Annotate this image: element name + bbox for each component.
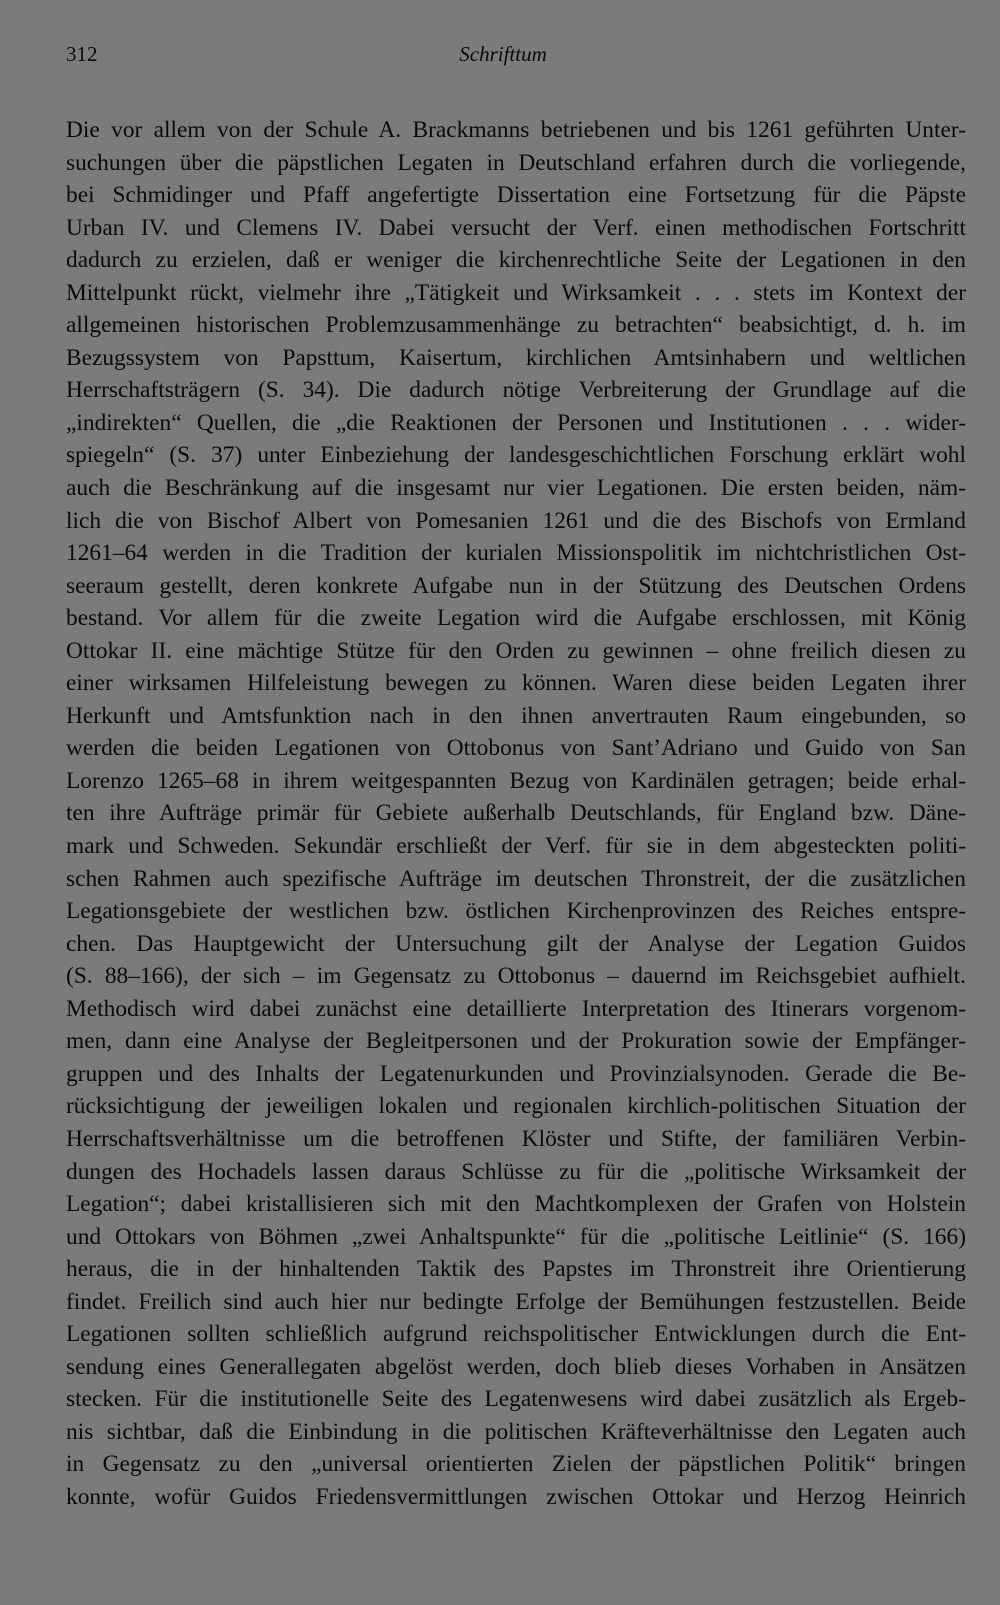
text-line: nis sichtbar, daß die Einbindung in die politischen Kräfteverhältnisse den Legaten auch	[66, 1418, 966, 1445]
text-line: suchungen über die päpstlichen Legaten in Deutschland erfahren durch die vorliegende,	[66, 149, 966, 176]
text-line: 1261–64 werden in die Tradition der kurialen Missionspolitik im nichtchristlichen Ost-	[66, 540, 966, 567]
text-line: lich die von Bischof Albert von Pomesanien 1261 und die des Bischofs von Ermland	[66, 507, 966, 534]
text-line: Lorenzo 1265–68 in ihrem weitgespannten Bezug von Kardinälen getragen; beide erhal-	[66, 767, 966, 794]
text-line: (S. 88–166), der sich – im Gegensatz zu Ottobonus – dauernd im Reichsgebiet aufhielt.	[66, 963, 966, 990]
text-line: ten ihre Aufträge primär für Gebiete außerhalb Deutschlands, für England bzw. Däne-	[66, 800, 966, 827]
text-line: Herrschaftsverhältnisse um die betroffenen Klöster und Stifte, der familiären Verbin-	[66, 1125, 966, 1152]
text-line: „indirekten“ Quellen, die „die Reaktionen der Personen und Institutionen . . . wider-	[66, 409, 966, 436]
text-line: men, dann eine Analyse der Begleitpersonen und der Prokuration sowie der Empfänger-	[66, 1028, 966, 1055]
text-line	[66, 1514, 966, 1547]
text-line: Legation“; dabei kristallisieren sich mit den Machtkomplexen der Grafen von Holstein	[66, 1191, 966, 1218]
text-line: einer wirksamen Hilfeleistung bewegen zu können. Waren diese beiden Legaten ihrer	[66, 670, 966, 697]
text-line: Urban IV. und Clemens IV. Dabei versucht der Verf. einen methodischen Fortschritt	[66, 214, 966, 241]
text-line: Bezugssystem von Papsttum, Kaisertum, kirchlichen Amtsinhabern und weltlichen	[66, 344, 966, 371]
text-line: allgemeinen historischen Problemzusammenhänge zu betrachten“ beabsichtigt, d. h. im	[66, 312, 966, 339]
running-head	[66, 42, 940, 76]
text-line: heraus, die in der hinhaltenden Taktik des Papstes im Thronstreit ihre Orientierung	[66, 1256, 966, 1283]
text-line: bei Schmidinger und Pfaff angefertigte Dissertation eine Fortsetzung für die Päpste	[66, 182, 966, 209]
text-line: in Gegensatz zu den „universal orientierten Zielen der päpstlichen Politik“ bringen	[66, 1451, 966, 1478]
section-title: Schrifttum	[459, 42, 547, 66]
text-line: dungen des Hochadels lassen daraus Schlüsse zu für die „politische Wirksamkeit der	[66, 1158, 966, 1185]
text-line: mark und Schweden. Sekundär erschließt der Verf. für sie in dem abgesteckten politi-	[66, 833, 966, 860]
text-line: findet. Freilich sind auch hier nur bedingte Erfolge der Bemühungen festzustellen. Beide	[66, 1288, 966, 1315]
text-line: werden die beiden Legationen von Ottobonus von Sant’Adriano und Guido von San	[66, 735, 966, 762]
text-line: konnte, wofür Guidos Friedensvermittlungen zwischen Ottokar und Herzog Heinrich	[66, 1483, 966, 1510]
text-line: und Ottokars von Böhmen „zwei Anhaltspunkte“ für die „politische Leitlinie“ (S. 166)	[66, 1223, 966, 1250]
text-line: Legationsgebiete der westlichen bzw. östlichen Kirchenprovinzen des Reiches entspre-	[66, 898, 966, 925]
text-line: sendung eines Generallegaten abgelöst werden, doch blieb dieses Vorhaben in Ansätzen	[66, 1353, 966, 1380]
text-line: schen Rahmen auch spezifische Aufträge im deutschen Thronstreit, der die zusätzlichen	[66, 865, 966, 892]
page-number: 312	[66, 42, 98, 66]
text-line: bestand. Vor allem für die zweite Legation wird die Aufgabe erschlossen, mit König	[66, 605, 966, 632]
text-line: spiegeln“ (S. 37) unter Einbeziehung der landesgeschichtlichen Forschung erklärt wohl	[66, 442, 966, 469]
text-line: dadurch zu erzielen, daß er weniger die kirchenrechtliche Seite der Legationen in den	[66, 247, 966, 274]
text-line: Legationen sollten schließlich aufgrund reichspolitischer Entwicklungen durch die Ent-	[66, 1321, 966, 1348]
text-line: Die vor allem von der Schule A. Brackmanns betriebenen und bis 1261 geführten Unter-	[66, 117, 966, 143]
text-line: stecken. Für die institutionelle Seite des Legatenwesens wird dabei zusätzlich als Ergeb-	[66, 1386, 966, 1413]
text-line: seeraum gestellt, deren konkrete Aufgabe nun in der Stützung des Deutschen Ordens	[66, 572, 966, 599]
text-line: Herkunft und Amtsfunktion nach in den ihnen anvertrauten Raum eingebunden, so	[66, 702, 966, 729]
text-line: auch die Beschränkung auf die insgesamt nur vier Legationen. Die ersten beiden, näm-	[66, 475, 966, 502]
text-line: chen. Das Hauptgewicht der Untersuchung gilt der Analyse der Legation Guidos	[66, 930, 966, 957]
text-line: Mittelpunkt rückt, vielmehr ihre „Tätigkeit und Wirksamkeit . . . stets im Kontext der	[66, 279, 966, 306]
text-line: gruppen und des Inhalts der Legatenurkunden und Provinzialsynoden. Gerade die Be-	[66, 1060, 966, 1087]
text-line: Methodisch wird dabei zunächst eine detaillierte Interpretation des Itinerars vorgenom-	[66, 995, 966, 1022]
text-line: Herrschaftsträgern (S. 34). Die dadurch nötige Verbreiterung der Grundlage auf die	[66, 377, 966, 404]
text-line: rücksichtigung der jeweiligen lokalen und regionalen kirchlich-politischen Situation der	[66, 1093, 966, 1120]
text-line: Ottokar II. eine mächtige Stütze für den Orden zu gewinnen – ohne freilich diesen zu	[66, 637, 966, 664]
body-text	[66, 114, 966, 1546]
